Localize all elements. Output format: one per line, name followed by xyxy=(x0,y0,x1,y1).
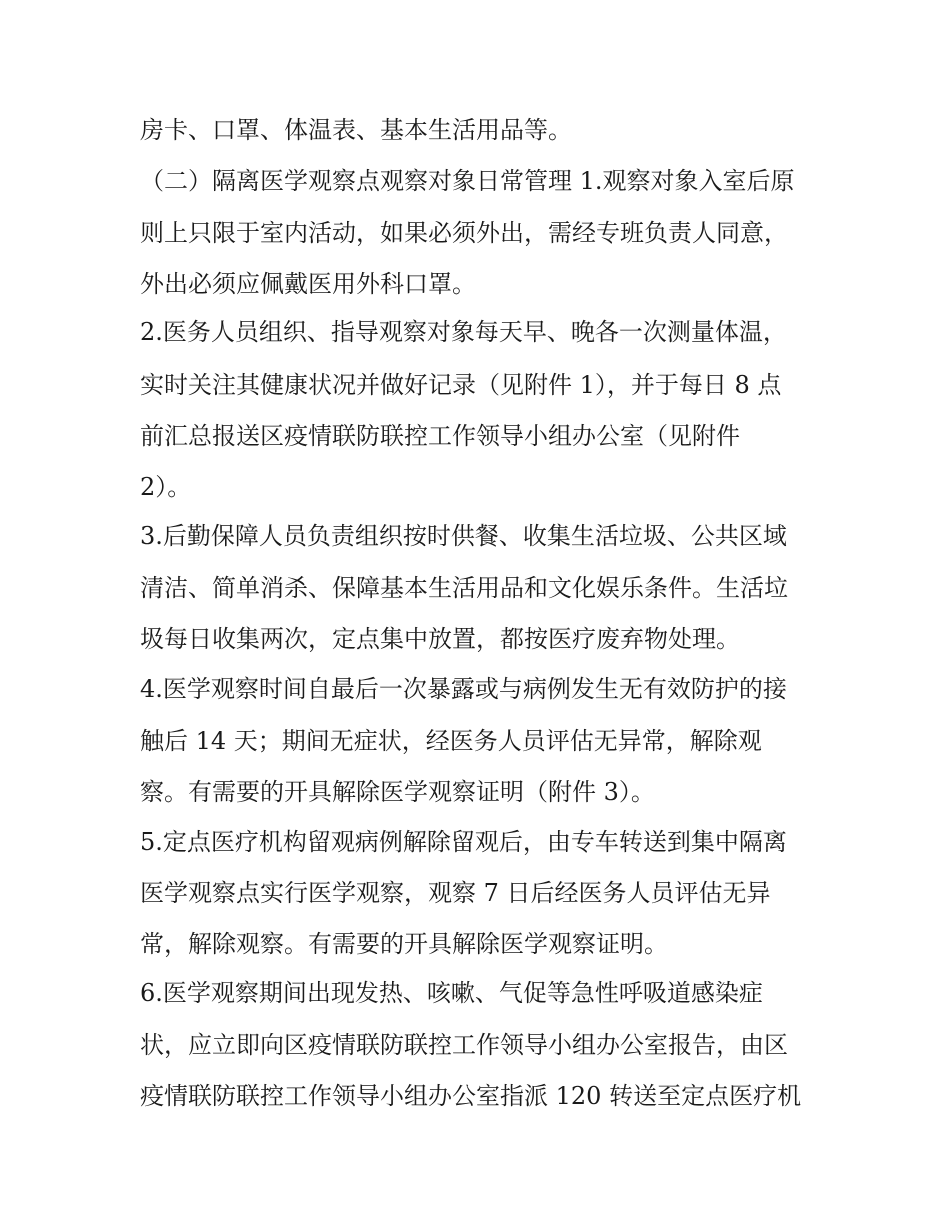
text-line: 实时关注其健康状况并做好记录（见附件 1），并于每日 8 点 xyxy=(140,371,782,399)
text-line: 前汇总报送区疫情联防联控工作领导小组办公室（见附件 xyxy=(140,422,740,450)
text-line: 3.后勤保障人员负责组织按时供餐、收集生活垃圾、公共区域 xyxy=(140,522,787,550)
text-line: 状，应立即向区疫情联防联控工作领导小组办公室报告，由区 xyxy=(140,1031,788,1059)
text-line: 则上只限于室内活动，如果必须外出，需经专班负责人同意， xyxy=(140,219,788,247)
text-line: 医学观察点实行医学观察，观察 7 日后经医务人员评估无异 xyxy=(140,879,771,907)
text-line: 察。有需要的开具解除医学观察证明（附件 3）。 xyxy=(140,778,655,806)
text-line: 触后 14 天；期间无症状，经医务人员评估无异常，解除观 xyxy=(140,727,762,755)
text-line: 房卡、口罩、体温表、基本生活用品等。 xyxy=(140,116,572,144)
text-line: 圾每日收集两次，定点集中放置，都按医疗废弃物处理。 xyxy=(140,625,740,653)
text-line: 5.定点医疗机构留观病例解除留观后，由专车转送到集中隔离 xyxy=(140,828,787,856)
text-line: 常，解除观察。有需要的开具解除医学观察证明。 xyxy=(140,930,668,958)
text-line: 6.医学观察期间出现发热、咳嗽、气促等急性呼吸道感染症 xyxy=(140,979,763,1007)
text-line: 疫情联防联控工作领导小组办公室指派 120 转送至定点医疗机 xyxy=(140,1082,802,1110)
text-line: 2.医务人员组织、指导观察对象每天早、晚各一次测量体温， xyxy=(140,318,787,346)
text-line: 清洁、简单消杀、保障基本生活用品和文化娱乐条件。生活垃 xyxy=(140,574,788,602)
text-line: 2）。 xyxy=(140,473,192,501)
text-line: （二）隔离医学观察点观察对象日常管理 1.观察对象入室后原 xyxy=(140,167,795,195)
text-line: 外出必须应佩戴医用外科口罩。 xyxy=(140,270,476,298)
text-line: 4.医学观察时间自最后一次暴露或与病例发生无有效防护的接 xyxy=(140,675,787,703)
